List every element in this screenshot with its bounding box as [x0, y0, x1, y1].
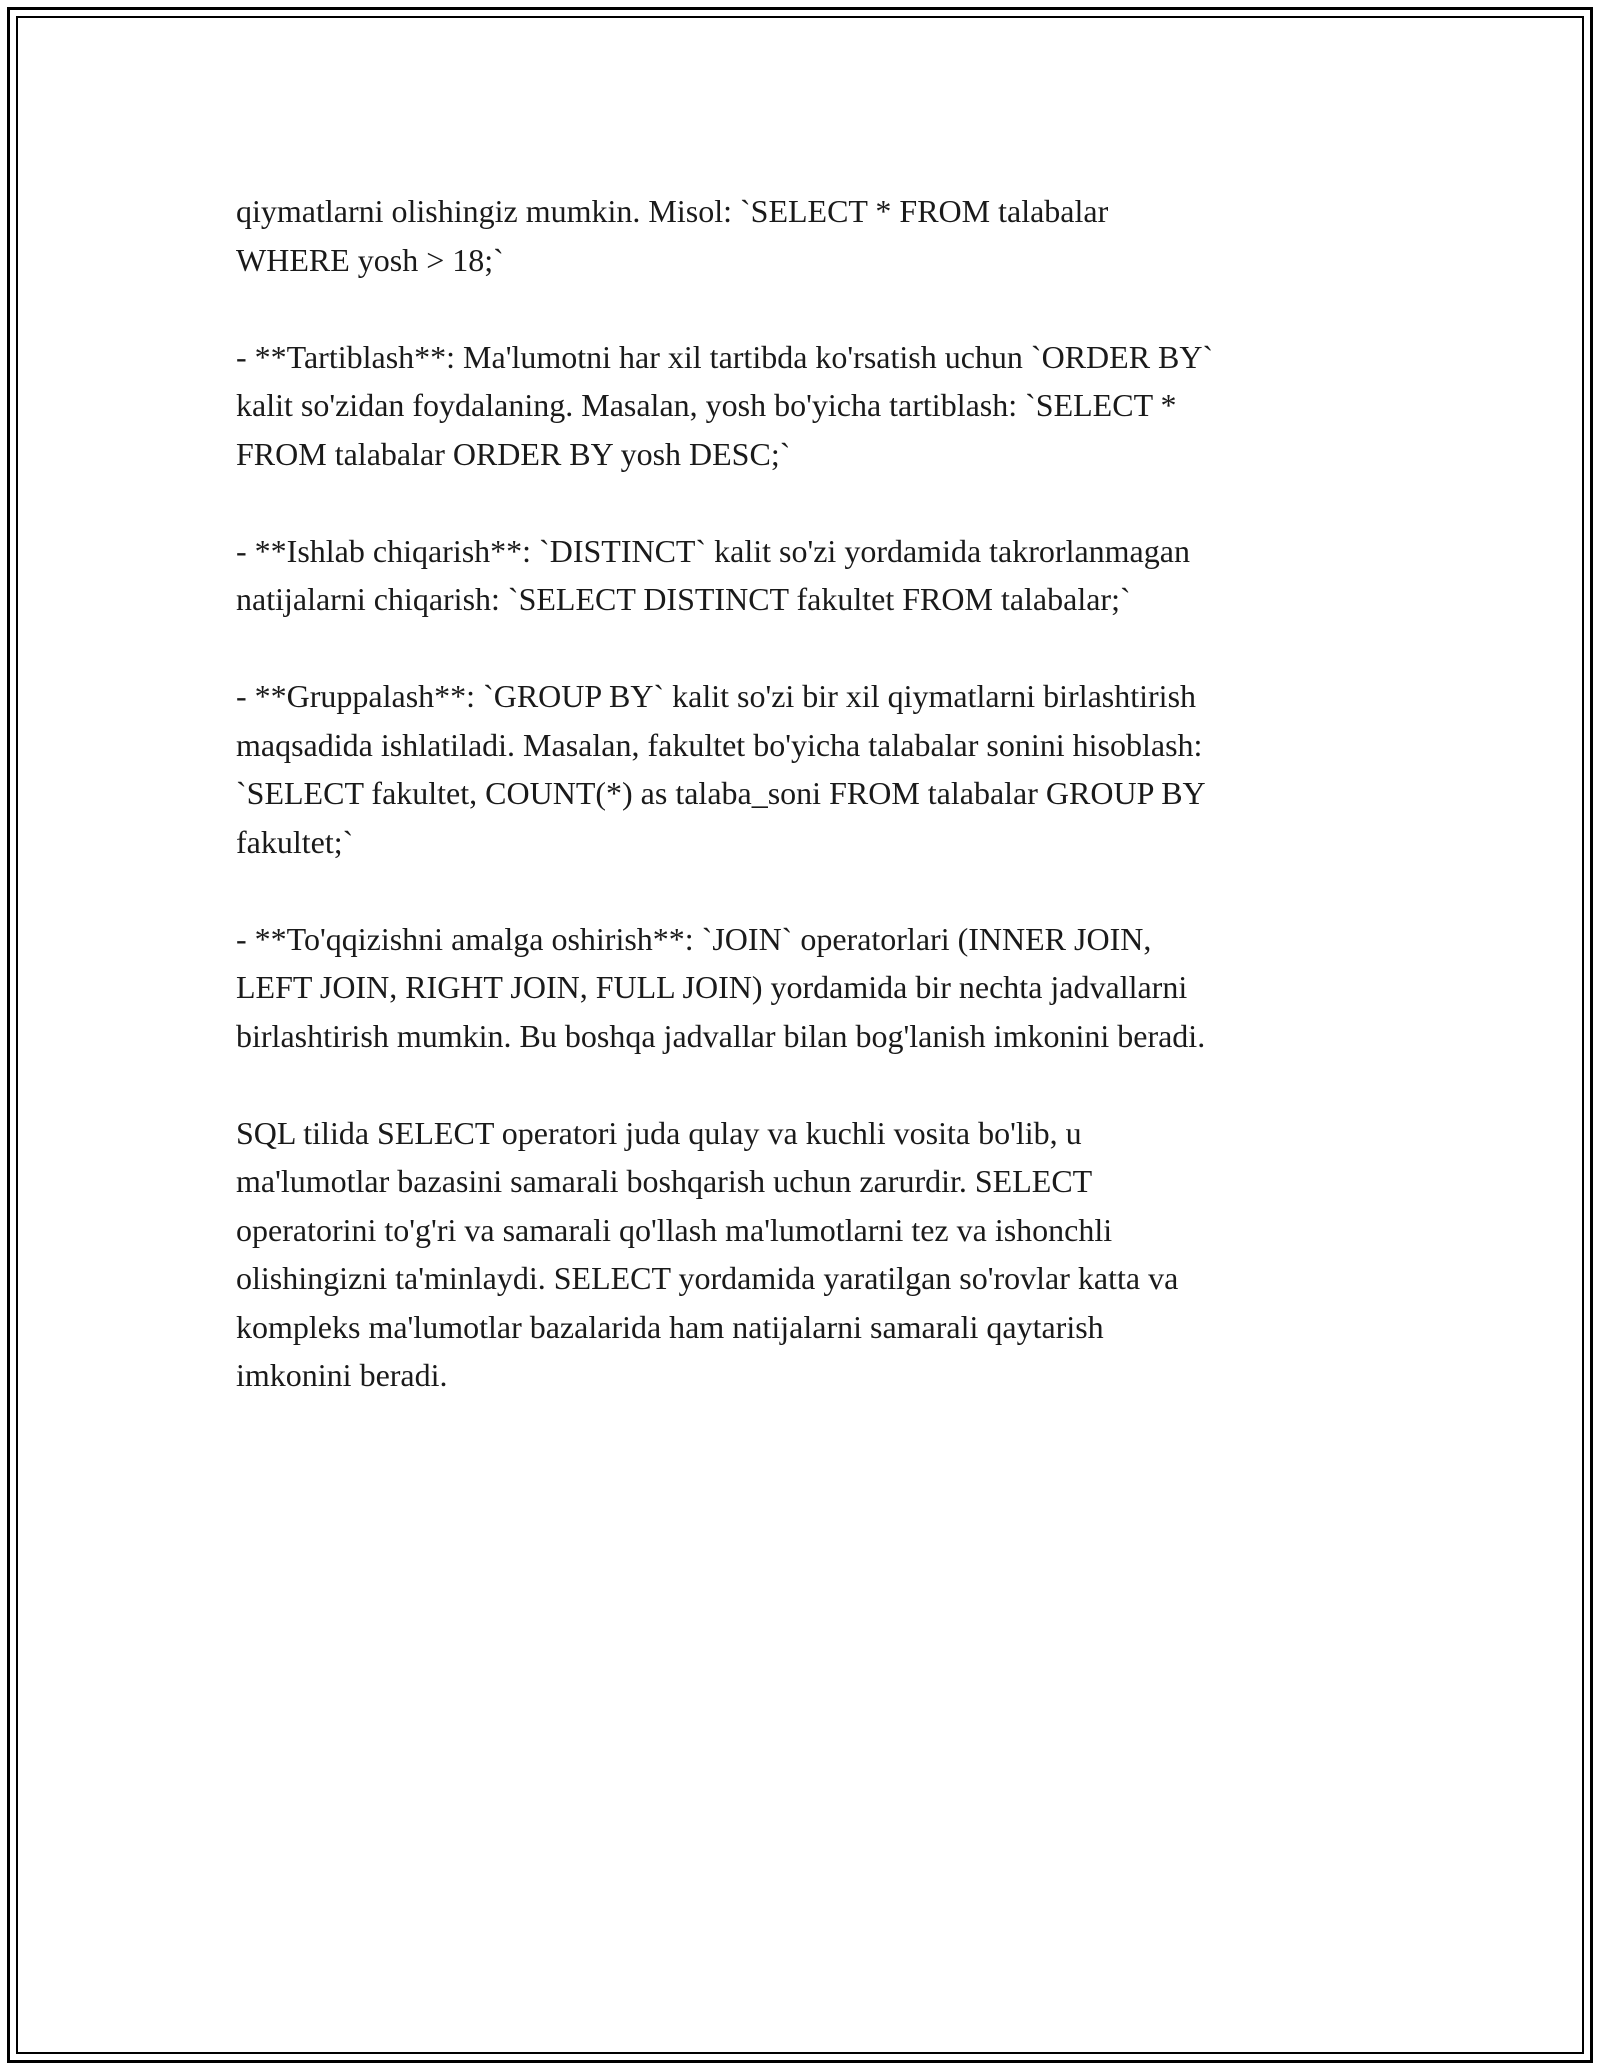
paragraph-ishlab-chiqarish: - **Ishlab chiqarish**: `DISTINCT` kalit so'zi yordamida takrorlanmagan natijalarni chiqarish: `SELECT DISTINCT fakultet FROM talabalar;` [236, 532, 1190, 617]
document-body [236, 187, 1366, 1448]
paragraph-gruppalash: - **Gruppalash**: `GROUP BY` kalit so'zi bir xil qiymatlarni birlashtirish maqsadida ishlatiladi. Masalan, fakultet bo'yicha talabalar sonini hisoblash: `SELECT fakultet, COUNT(*) as talaba_soni FROM talabalar GROUP BY fakultet;` [236, 678, 1206, 860]
paragraph-select-where-example: qiymatlarni olishingiz mumkin. Misol: `SELECT * FROM talabalar WHERE yosh > 18;` [236, 193, 1109, 278]
paragraph-join: - **To'qqizishni amalga oshirish**: `JOIN` operatorlari (INNER JOIN, LEFT JOIN, RIGHT JOIN, FULL JOIN) yordamida bir nechta jadvallarni birlashtirish mumkin. Bu boshqa jadvallar bilan bog'lanish imkonini beradi. [236, 920, 1206, 1054]
paragraph-conclusion: SQL tilida SELECT operatori juda qulay va kuchli vosita bo'lib, u ma'lumotlar bazasini samarali boshqarish uchun zarurdir. SELECT operatorini to'g'ri va samarali qo'llash ma'lumotlarni tez va ishonchli olishingizni ta'minlaydi. SELECT yordamida yaratilgan so'rovlar katta va kompleks ma'lumotlar bazalarida ham natijalarni samarali qaytarish imkonini beradi. [236, 1114, 1179, 1393]
paragraph-tartiblash: - **Tartiblash**: Ma'lumotni har xil tartibda ko'rsatish uchun `ORDER BY` kalit so'zidan foydalaning. Masalan, yosh bo'yicha tartiblash: `SELECT * FROM talabalar ORDER BY yosh DESC;` [236, 338, 1214, 472]
